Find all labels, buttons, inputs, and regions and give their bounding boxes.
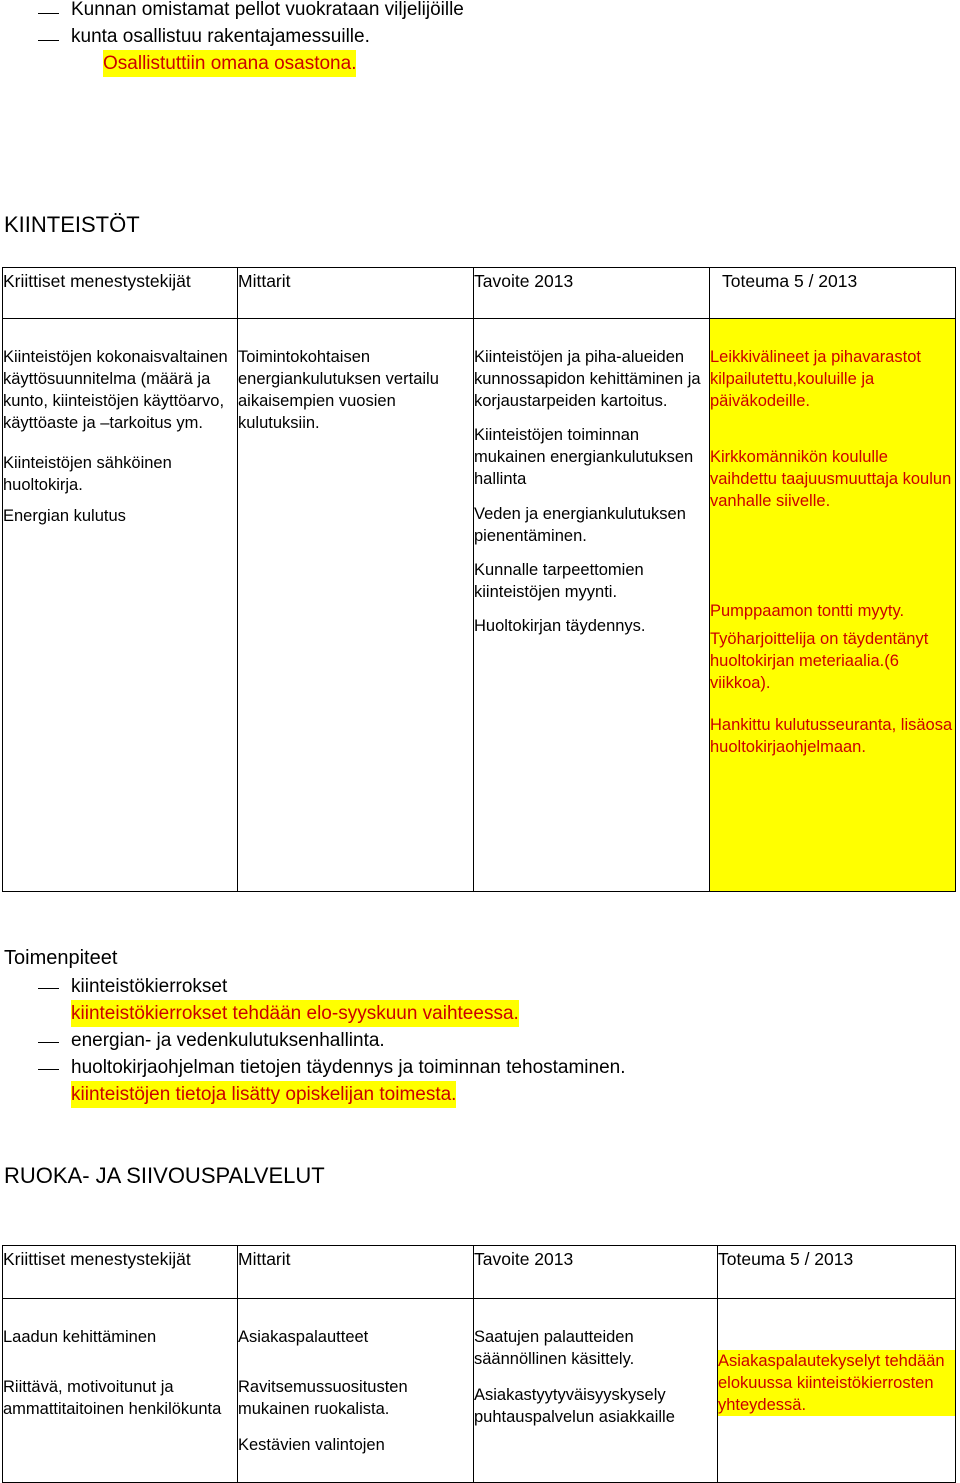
cell-text: Saatujen palautteiden säännöllinen käsittely.	[474, 1328, 635, 1368]
header-metrics: Mittarit	[238, 1246, 474, 1299]
toimenpiteet-heading: Toimenpiteet	[4, 947, 118, 969]
cell-text: Kiinteistöjen toiminnan mukainen energiankulutuksen hallinta	[474, 426, 694, 488]
intro-bullet-2: kunta osallistuu rakentajamessuille.	[71, 26, 370, 47]
bullet-dash	[38, 40, 59, 41]
header-actual-2013: Toteuma 5 / 2013	[718, 1246, 956, 1299]
header-metrics: Mittarit	[238, 268, 474, 319]
cell-metrics	[238, 319, 474, 892]
bullet-dash	[38, 1042, 59, 1043]
kiinteistot-table	[2, 267, 956, 892]
cell-text: Laadun kehittäminen	[3, 1328, 157, 1346]
cell-text: Leikkivälineet ja pihavarastot kilpailutettu,kouluille ja päiväkodeille.	[710, 348, 921, 410]
toimenpide-3-note: kiinteistöjen tietoja lisätty opiskelijan toimesta.	[71, 1081, 456, 1108]
header-critical-factors: Kriittiset menestystekijät	[3, 268, 238, 319]
section-heading-ruoka: RUOKA- JA SIIVOUSPALVELUT	[4, 1163, 325, 1188]
cell-text: Asiakaspalautteet	[238, 1328, 369, 1346]
cell-text: Kunnalle tarpeettomien kiinteistöjen myynti.	[474, 561, 644, 601]
cell-text: Hankittu kulutusseuranta, lisäosa huoltokirjaohjelmaan.	[710, 716, 953, 756]
toimenpide-3: huoltokirjaohjelman tietojen täydennys ja toiminnan tehostaminen.	[71, 1057, 626, 1078]
header-target-2013: Tavoite 2013	[474, 1246, 718, 1299]
cell-critical-factors	[3, 319, 238, 892]
cell-critical-factors	[3, 1299, 238, 1483]
intro-bullet-1: Kunnan omistamat pellot vuokrataan viljelijöille	[71, 0, 464, 20]
cell-text: Huoltokirjan täydennys.	[474, 617, 646, 635]
cell-text: Asiakaspalautekyselyt tehdään elokuussa kiinteistökierrosten yhteydessä.	[718, 1350, 955, 1416]
cell-text: Työharjoittelija on täydentänyt huoltokirjan meteriaalia.(6 viikkoa).	[710, 630, 929, 692]
header-target-2013: Tavoite 2013	[474, 268, 710, 319]
bullet-dash	[38, 13, 59, 14]
cell-metrics	[238, 1299, 474, 1483]
header-actual-2013: Toteuma 5 / 2013	[710, 268, 956, 319]
cell-actual	[710, 319, 956, 892]
cell-text: Riittävä, motivoitunut ja ammattitaitoinen henkilökunta	[3, 1378, 222, 1418]
cell-text: Energian kulutus	[3, 507, 126, 525]
cell-text: Kiinteistöjen kokonaisvaltainen käyttösuunnitelma (määrä ja kunto, kiinteistöjen käyttöarvo, käyttöaste ja –tarkoitus ym.	[3, 348, 228, 432]
ruoka-table	[2, 1245, 956, 1483]
toimenpide-1-note: kiinteistökierrokset tehdään elo-syyskuun vaihteessa.	[71, 1000, 519, 1027]
cell-text: Kiinteistöjen sähköinen huoltokirja.	[3, 454, 172, 494]
intro-note: Osallistuttiin omana osastona.	[103, 50, 356, 77]
toimenpide-1: kiinteistökierrokset	[71, 976, 228, 997]
cell-text: Kiinteistöjen ja piha-alueiden kunnossapidon kehittäminen ja korjaustarpeiden kartoitus.	[474, 348, 701, 410]
section-heading-kiinteistot: KIINTEISTÖT	[4, 212, 140, 237]
cell-text: Pumppaamon tontti myyty.	[710, 602, 905, 620]
toimenpide-2: energian- ja vedenkulutuksenhallinta.	[71, 1030, 385, 1051]
cell-target	[474, 319, 710, 892]
cell-actual	[718, 1299, 956, 1483]
bullet-dash	[38, 988, 59, 989]
cell-text: Ravitsemussuositusten mukainen ruokalista.	[238, 1378, 408, 1418]
header-critical-factors: Kriittiset menestystekijät	[3, 1246, 238, 1299]
cell-text: Kirkkomännikön koululle vaihdettu taajuusmuuttaja koulun vanhalle siivelle.	[710, 448, 952, 510]
bullet-dash	[38, 1069, 59, 1070]
cell-text: Kestävien valintojen	[238, 1436, 385, 1454]
cell-target	[474, 1299, 718, 1483]
cell-text: Asiakastyytyväisyyskysely puhtauspalvelun asiakkaille	[474, 1386, 675, 1426]
cell-text: Veden ja energiankulutuksen pienentäminen.	[474, 505, 686, 545]
cell-text: Toimintokohtaisen energiankulutuksen vertailu aikaisempien vuosien kulutuksiin.	[238, 348, 439, 432]
